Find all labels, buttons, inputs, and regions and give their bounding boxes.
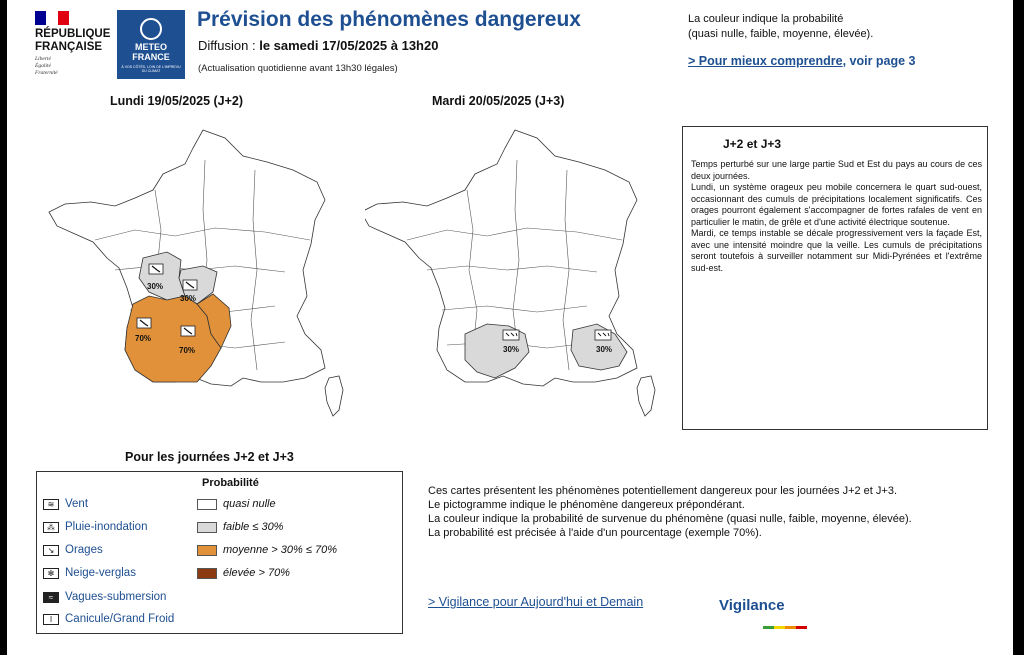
map-title-j2: Lundi 19/05/2025 (J+2) — [110, 94, 244, 108]
map-j2-label-2: 30% — [180, 294, 197, 303]
french-flag-icon — [35, 11, 69, 25]
comprendre-link[interactable]: > Pour mieux comprendre, voir page 3 — [688, 54, 916, 68]
page-title: Prévision des phénomènes dangereux — [197, 8, 581, 31]
meteo-france-logo: METEO FRANCE À VOS CÔTÉS, LOIN DE L'IMPREVU DU CLIMAT — [117, 10, 185, 79]
map-j3-label-2: 30% — [596, 345, 613, 354]
swatch-moyenne — [197, 545, 217, 556]
legend-canicule: ǀ Canicule/Grand Froid — [39, 613, 174, 629]
map-title-j3: Mardi 20/05/2025 (J+3) — [432, 94, 565, 108]
prob-moyenne: moyenne > 30% ≤ 70% — [197, 544, 337, 558]
wind-icon: ≋ — [43, 499, 59, 510]
probability-note: La couleur indique la probabilité (quasi nulle, faible, moyenne, élevée). — [688, 13, 874, 40]
forecast-page — [7, 0, 1013, 655]
swatch-elevee — [197, 568, 217, 579]
legend-orages: ↘ Orages — [39, 544, 103, 560]
france-map-j3 — [365, 120, 675, 425]
meteo-france-emblem-icon — [140, 18, 162, 40]
prob-elevee: élevée > 70% — [197, 567, 290, 581]
vigilance-logo: Vigilance — [719, 597, 785, 614]
map-j2-label-3: 70% — [135, 334, 152, 343]
legend-heading: Pour les journées J+2 et J+3 — [125, 450, 294, 464]
heat-cold-icon: ǀ — [43, 614, 59, 625]
vigilance-color-bar — [763, 616, 807, 619]
republique-francaise-logo: RÉPUBLIQUE FRANÇAISE — [35, 28, 111, 53]
republic-motto: Liberté Égalité Fraternité — [35, 56, 58, 76]
storm-icon: ↘ — [43, 545, 59, 556]
legend-vagues: ≈ Vagues-submersion — [39, 591, 166, 607]
france-map-j2 — [35, 120, 360, 425]
explanation-text: Ces cartes présentent les phénomènes potentiellement dangereux pour les journées J+2 et J+3. Le pictogramme indique le phénomène dangereux prépondérant. La couleur indique la probabilité de survenue du phénomène (quasi nulle, faible, moyenne, élevée). La probabilité est précisée à l'aide d'un pourcentage (exemple 70%). — [428, 485, 912, 539]
legend-box — [36, 471, 403, 634]
swatch-quasi-nulle — [197, 499, 217, 510]
swatch-faible — [197, 522, 217, 533]
probability-title: Probabilité — [202, 477, 259, 489]
map-j3-label-1: 30% — [503, 345, 520, 354]
forecast-text-heading: J+2 et J+3 — [723, 137, 782, 151]
map-j2-label-4: 70% — [179, 346, 196, 355]
snow-ice-icon: ✻ — [43, 568, 59, 579]
actualisation-note: (Actualisation quotidienne avant 13h30 légales) — [198, 63, 398, 74]
rain-flood-icon: ⁂ — [43, 522, 59, 533]
forecast-text-body: Temps perturbé sur une large partie Sud et Est du pays au cours de ces deux journées. Lundi, un système orageux peu mobile concernera le quart sud-ouest, occasionnant des cumuls de précipitations localement significatifs. Ces orages pourront également s'accompagner de fortes rafales de vent en particulier le matin, de grêle et d'une activité électrique soutenue. Mardi, ce temps instable se décale progressivement vers la façade Est, avec une intensité moindre que la veille. Les cumuls de précipitations seront toutefois à surveiller notamment sur Midi-Pyrénées et l'extrême sud-est. — [691, 159, 982, 273]
map-j2-label-1: 30% — [147, 282, 164, 291]
legend-neige: ✻ Neige-verglas — [39, 567, 136, 583]
prob-faible: faible ≤ 30% — [197, 521, 283, 535]
legend-pluie: ⁂ Pluie-inondation — [39, 521, 147, 537]
waves-icon: ≈ — [43, 592, 59, 603]
vigilance-link[interactable]: > Vigilance pour Aujourd'hui et Demain — [428, 595, 644, 609]
diffusion-line: Diffusion : le samedi 17/05/2025 à 13h20 — [198, 38, 439, 53]
legend-vent: ≋ Vent — [39, 498, 88, 514]
forecast-text-box — [682, 126, 988, 430]
prob-quasi-nulle: quasi nulle — [197, 498, 276, 512]
